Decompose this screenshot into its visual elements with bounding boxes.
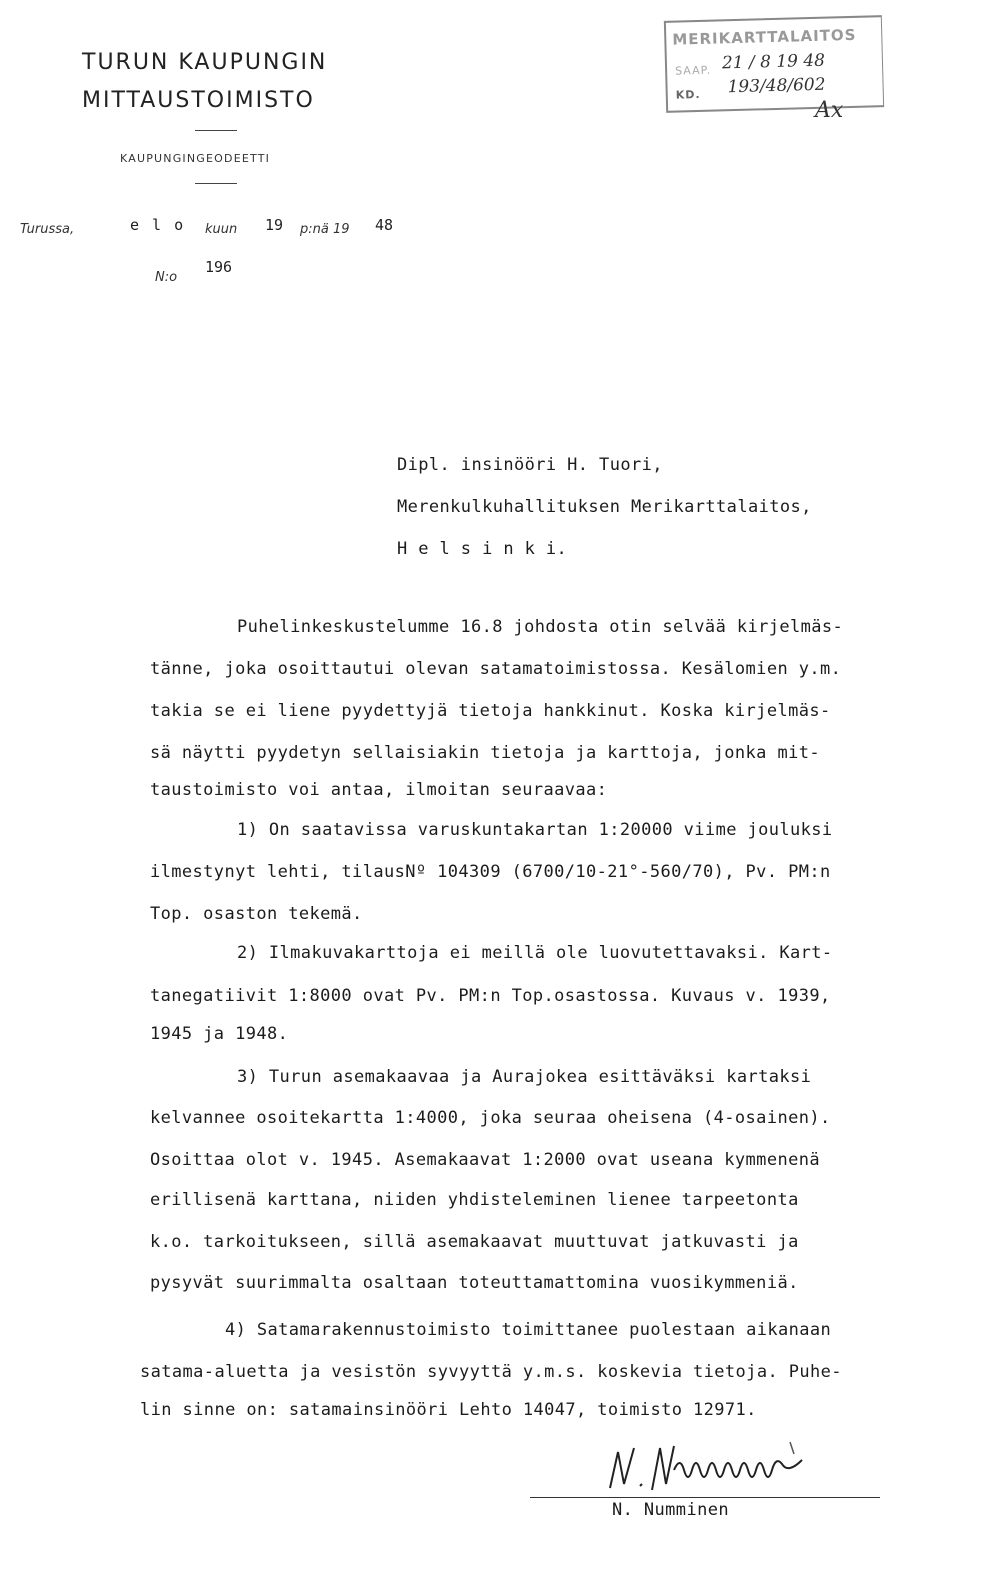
body-line: k.o. tarkoitukseen, sillä asemakaavat muuttuvat jatkuvasti ja — [150, 1232, 799, 1252]
number-label: N:o — [155, 270, 178, 285]
body-line: takia se ei liene pyydettyjä tietoja hankkinut. Koska kirjelmäs- — [150, 701, 831, 721]
letterhead-line-1: TURUN KAUPUNGIN — [82, 50, 328, 75]
body-line: sä näytti pyydetyn sellaisiakin tietoja ja karttoja, jonka mit- — [150, 743, 820, 763]
body-line: taustoimisto voi antaa, ilmoitan seuraavaa: — [150, 780, 608, 800]
body-line: tänne, joka osoittautui olevan satamatoimistossa. Kesälomien y.m. — [150, 659, 842, 679]
pna-label: p:nä 19 — [300, 222, 350, 237]
stamp-saap-label: SAAP. — [674, 63, 712, 78]
body-line: Top. osaston tekemä. — [150, 904, 363, 924]
body-line: 3) Turun asemakaavaa ja Aurajokea esittäväksi kartaksi — [237, 1067, 812, 1087]
stamp-saap-value: 21 / 8 19 48 — [721, 50, 826, 74]
date-day: 19 — [265, 216, 284, 234]
letterhead-subtitle: KAUPUNGINGEODEETTI — [120, 152, 271, 165]
body-line: 1945 ja 1948. — [150, 1024, 289, 1044]
kuun-label: kuun — [205, 222, 238, 237]
body-line: kelvannee osoitekartta 1:4000, joka seuraa oheisena (4-osainen). — [150, 1108, 831, 1128]
body-line: erillisenä karttana, niiden yhdisteleminen lienee tarpeetonta — [150, 1190, 799, 1210]
stamp-title: MERIKARTTALAITOS — [672, 25, 857, 49]
body-line: ilmestynyt lehti, tilausNº 104309 (6700/10-21°-560/70), Pv. PM:n — [150, 862, 831, 882]
signature-line — [530, 1497, 880, 1498]
body-line: 1) On saatavissa varuskuntakartan 1:20000 viime jouluksi — [237, 820, 833, 840]
letterhead-divider-bottom — [195, 183, 237, 184]
body-line: pysyvät suurimmalta osaltaan toteuttamattomina vuosikymmeniä. — [150, 1273, 799, 1293]
body-line: 2) Ilmakuvakarttoja ei meillä ole luovutettavaksi. Kart- — [237, 943, 833, 963]
recipient-line: Merenkulkuhallituksen Merikarttalaitos, — [397, 497, 812, 517]
body-line: Puhelinkeskustelumme 16.8 johdosta otin selvää kirjelmäs- — [237, 617, 844, 637]
handwritten-signature — [590, 1440, 890, 1500]
place-label: Turussa, — [20, 222, 75, 237]
date-year: 48 — [375, 216, 394, 234]
recipient-line: H e l s i n k i. — [397, 539, 568, 559]
stamp-kd-label: KD. — [675, 87, 701, 102]
body-line: lin sinne on: satamainsinööri Lehto 14047, toimisto 12971. — [140, 1400, 757, 1420]
letterhead-line-2: MITTAUSTOIMISTO — [82, 88, 315, 113]
number-value: 196 — [205, 258, 233, 276]
received-stamp — [664, 15, 884, 113]
body-line: tanegatiivit 1:8000 ovat Pv. PM:n Top.osastossa. Kuvaus v. 1939, — [150, 986, 831, 1006]
signatory-name: N. Numminen — [612, 1500, 729, 1520]
body-line: satama-aluetta ja vesistön syvyyttä y.m.s. koskevia tietoja. Puhe- — [140, 1362, 842, 1382]
stamp-initials: Ax — [815, 98, 844, 123]
stamp-kd-value: 193/48/602 — [727, 74, 826, 98]
recipient-line: Dipl. insinööri H. Tuori, — [397, 455, 663, 475]
body-line: 4) Satamarakennustoimisto toimittanee puolestaan aikanaan — [225, 1320, 832, 1340]
body-line: Osoittaa olot v. 1945. Asemakaavat 1:2000 ovat useana kymmenenä — [150, 1150, 820, 1170]
letterhead-divider-top — [195, 130, 237, 131]
date-month: e l o — [130, 216, 186, 234]
